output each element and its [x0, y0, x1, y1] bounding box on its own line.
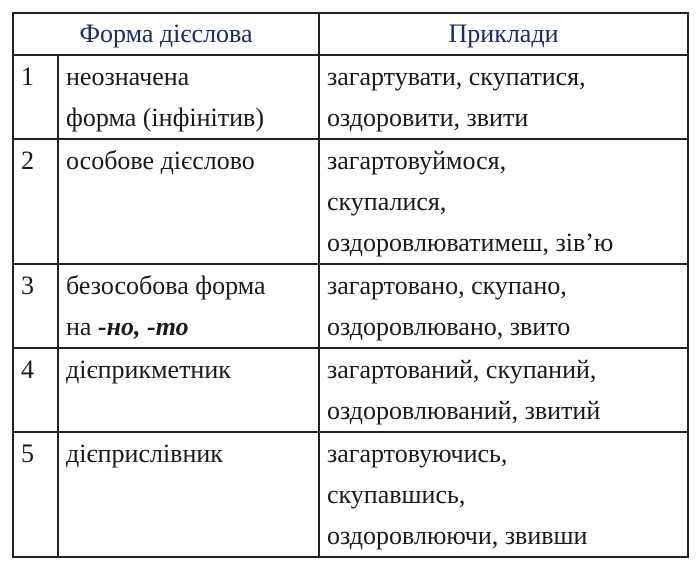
form-line-suffix — [66, 306, 318, 347]
suffix-text: -но, -то — [97, 312, 189, 341]
example-line: загартувати, скупатися, — [327, 62, 586, 91]
example-line: загартовуймося, — [327, 146, 507, 175]
form-line: дієприкметник — [66, 355, 231, 384]
example-line: загартовуючись, — [327, 439, 508, 468]
form-line: дієприслівник — [66, 439, 223, 468]
header-examples-cell: Приклади — [319, 13, 688, 55]
examples-cell — [319, 264, 688, 348]
form-line: форма (інфінітив) — [66, 103, 264, 132]
form-cell — [58, 55, 319, 139]
example-line: загартований, скупаний, — [327, 355, 597, 384]
row-number: 4 — [13, 348, 58, 432]
row-number: 5 — [13, 432, 58, 557]
table-row — [13, 432, 688, 557]
form-cell — [58, 139, 319, 264]
form-cell — [58, 348, 319, 432]
row-number: 3 — [13, 264, 58, 348]
header-form-cell: Форма дієслова — [13, 13, 319, 55]
table-row — [13, 55, 688, 139]
example-line: оздоровлюваний, звитий — [327, 396, 601, 425]
example-line: оздоровити, звити — [327, 103, 529, 132]
form-cell — [58, 432, 319, 557]
example-line: загартовано, скупано, — [327, 271, 567, 300]
examples-cell — [319, 432, 688, 557]
example-line: оздоровлюватимеш, зів’ю — [327, 228, 614, 257]
header-row — [13, 13, 688, 55]
form-line: неозначена — [66, 62, 190, 91]
suffix-prefix: на — [66, 312, 98, 341]
table-row — [13, 139, 688, 264]
form-cell — [58, 264, 319, 348]
example-line: оздоровлюючи, звивши — [327, 521, 588, 550]
examples-cell — [319, 348, 688, 432]
form-line: особове дієслово — [66, 146, 255, 175]
table-row — [13, 348, 688, 432]
row-number: 1 — [13, 55, 58, 139]
form-line: безособова форма — [66, 271, 266, 300]
row-number: 2 — [13, 139, 58, 264]
verb-forms-table — [12, 12, 689, 558]
examples-cell — [319, 55, 688, 139]
table-row — [13, 264, 688, 348]
examples-cell — [319, 139, 688, 264]
example-line: скупалися, — [327, 187, 447, 216]
example-line: скупавшись, — [327, 480, 466, 509]
example-line: оздоровлювано, звито — [327, 312, 571, 341]
